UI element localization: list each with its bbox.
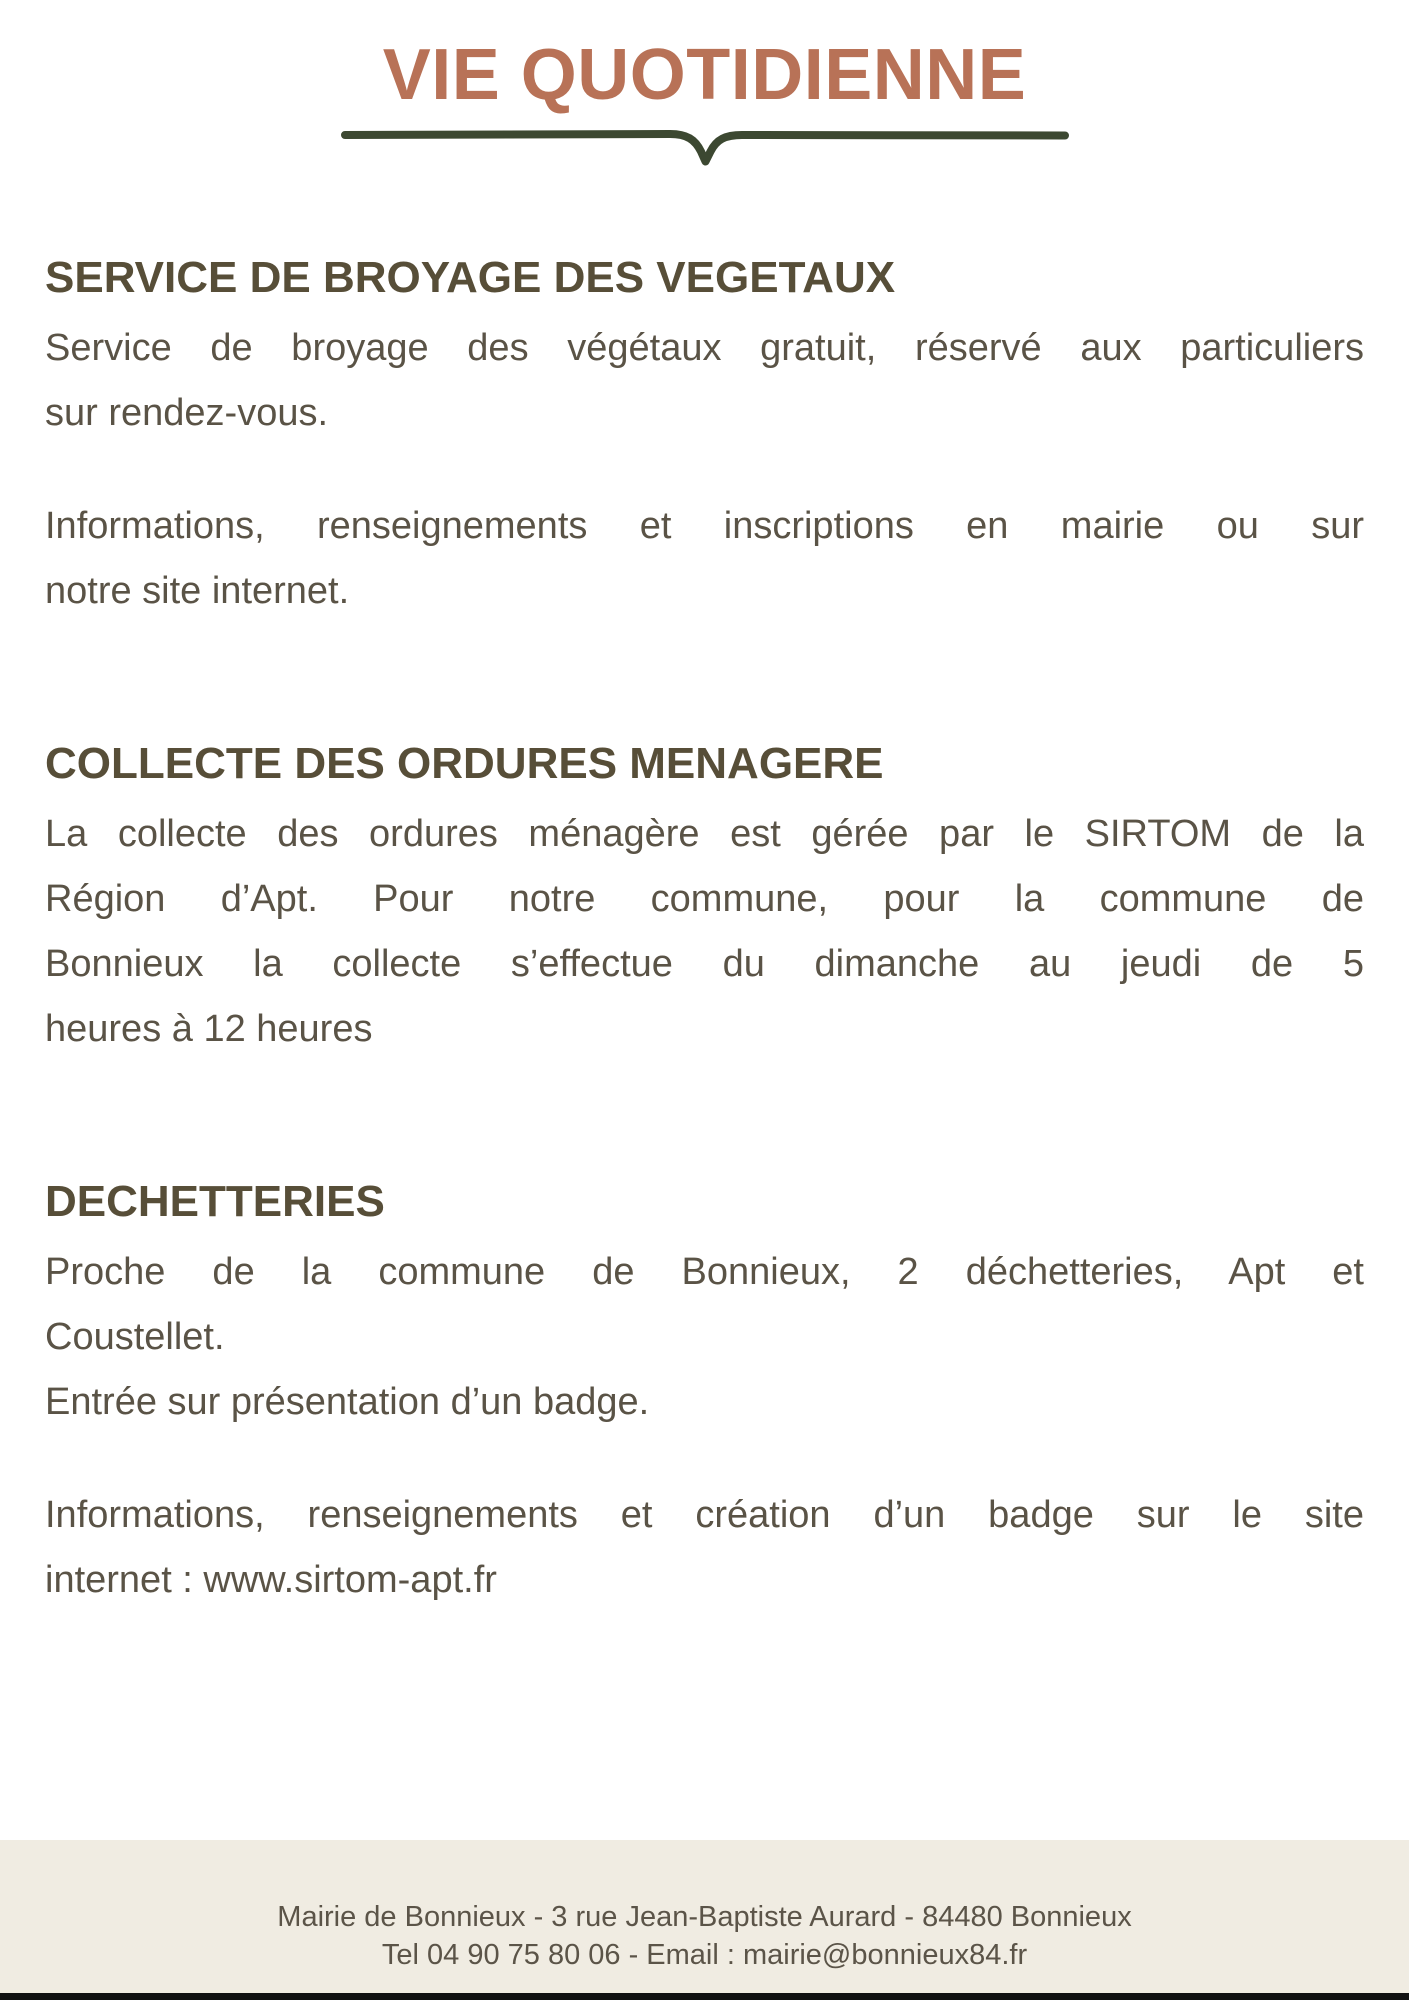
paragraph	[45, 1240, 1364, 1435]
paragraph	[45, 802, 1364, 1062]
text-line: Coustellet.	[45, 1316, 225, 1358]
section-heading: SERVICE DE BROYAGE DES VEGETAUX	[45, 253, 896, 302]
bottom-bar	[0, 1993, 1409, 2000]
paragraph	[45, 316, 1364, 446]
text-line: sur rendez-vous.	[45, 392, 329, 434]
paragraph	[45, 1483, 1364, 1613]
text-line: Proche de la commune de Bonnieux, 2 déchetteries, Apt et	[45, 1251, 1364, 1293]
text-line: notre site internet.	[45, 570, 350, 612]
text-line: heures à 12 heures	[45, 1008, 373, 1050]
page-title: VIE QUOTIDIENNE	[382, 35, 1027, 115]
title-flourish-icon	[340, 126, 1070, 172]
footer-contact: Tel 04 90 75 80 06 - Email : mairie@bonnieux84.fr	[381, 1939, 1028, 1971]
text-line: internet : www.sirtom-apt.fr	[45, 1559, 497, 1601]
text-line: Service de broyage des végétaux gratuit, réservé aux particuliers	[45, 327, 1364, 369]
text-line: Bonnieux la collecte s’effectue du dimanche au jeudi de 5	[45, 943, 1364, 985]
footer-address: Mairie de Bonnieux - 3 rue Jean-Baptiste Aurard - 84480 Bonnieux	[277, 1901, 1132, 1933]
text-line: Informations, renseignements et création d’un badge sur le site	[45, 1494, 1364, 1536]
sections	[45, 253, 1364, 1613]
footer	[0, 1840, 1409, 1993]
section-heading: DECHETTERIES	[45, 1177, 385, 1226]
section-heading: COLLECTE DES ORDURES MENAGERE	[45, 739, 884, 788]
text-line: Informations, renseignements et inscriptions en mairie ou sur	[45, 505, 1364, 547]
text-line: Entrée sur présentation d’un badge.	[45, 1381, 650, 1423]
paragraph	[45, 494, 1364, 624]
text-line: La collecte des ordures ménagère est gérée par le SIRTOM de la	[45, 813, 1364, 855]
text-line: Région d’Apt. Pour notre commune, pour la commune de	[45, 878, 1364, 920]
